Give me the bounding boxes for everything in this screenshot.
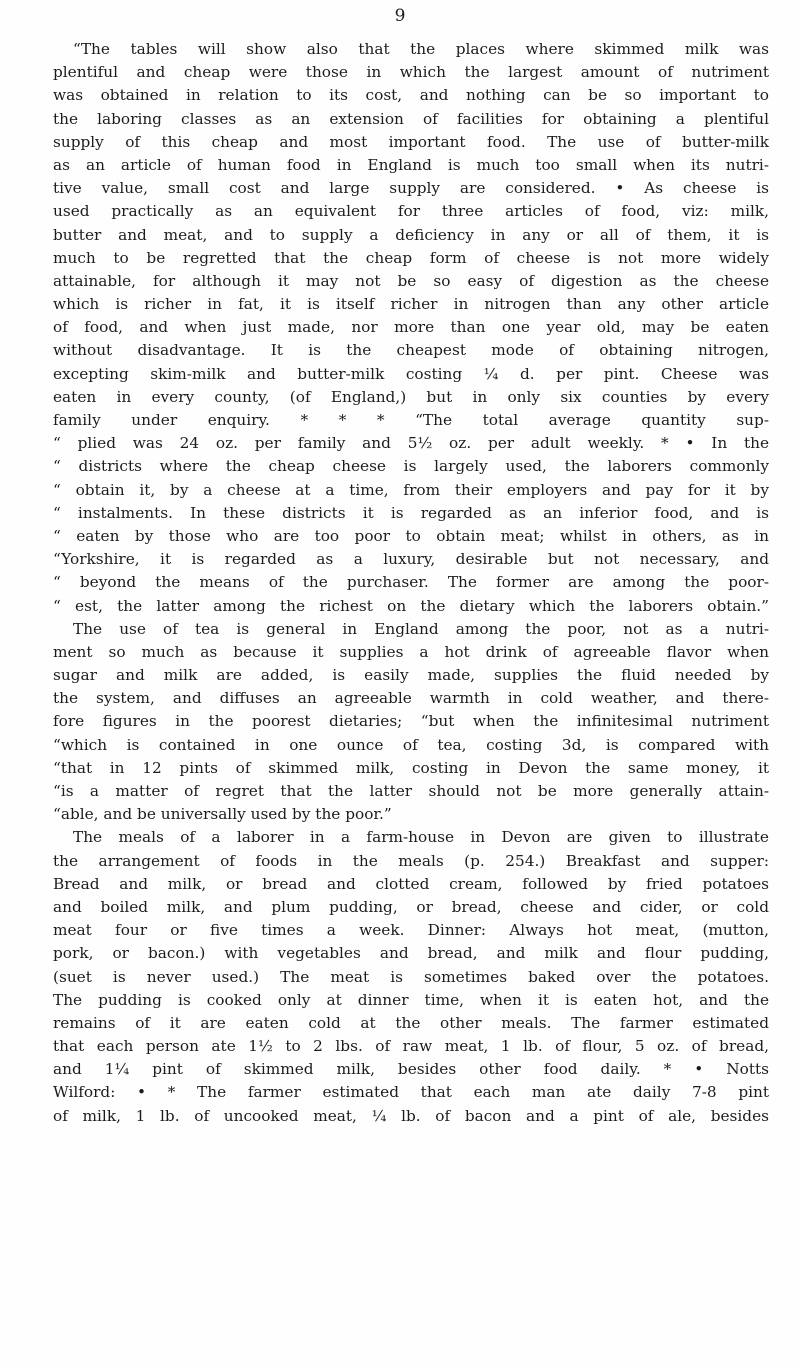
text-line: much to be regretted that the cheap form of cheese is not more widely bbox=[53, 248, 769, 267]
text-line: used practically as an equivalent for three articles of food, viz: milk, bbox=[53, 202, 769, 221]
text-line: “ obtain it, by a cheese at a time, from their employers and pay for it by bbox=[53, 480, 769, 499]
text-line: “is a matter of regret that the latter should not be more generally attain- bbox=[53, 782, 769, 800]
text-line: eaten in every county, (of England,) but in only six counties by every bbox=[53, 387, 769, 406]
text-line: of milk, 1 lb. of uncooked meat, ¼ lb. of bacon and a pint of ale, besides bbox=[53, 1106, 769, 1125]
text-line: family under enquiry. * * * “The total average quantity sup- bbox=[53, 411, 769, 429]
text-line: the laboring classes as an extension of facilities for obtaining a plentiful bbox=[53, 109, 769, 128]
text-line: and boiled milk, and plum pudding, or bread, cheese and cider, or cold bbox=[53, 897, 769, 916]
text-line: was obtained in relation to its cost, and nothing can be so important to bbox=[53, 86, 769, 105]
text-line: which is richer in fat, it is itself richer in nitrogen than any other article bbox=[53, 295, 769, 314]
text-line: “which is contained in one ounce of tea, costing 3d, is compared with bbox=[53, 735, 769, 754]
text-line: supply of this cheap and most important food. The use of butter-milk bbox=[53, 132, 769, 151]
text-line: without disadvantage. It is the cheapest mode of obtaining nitrogen, bbox=[53, 341, 769, 360]
text-line: sugar and milk are added, is easily made, supplies the fluid needed by bbox=[53, 666, 769, 685]
text-line: The use of tea is general in England among the poor, not as a nutri- bbox=[73, 619, 769, 638]
text-line: meat four or five times a week. Dinner: Always hot meat, (mutton, bbox=[53, 921, 769, 940]
text-line: and 1¼ pint of skimmed milk, besides other food daily. * • Notts bbox=[53, 1060, 769, 1079]
text-line: the system, and diffuses an agreeable warmth in cold weather, and there- bbox=[53, 689, 769, 708]
text-line: “ est, the latter among the richest on the dietary which the laborers obtain.” bbox=[53, 596, 769, 615]
text-line: “ districts where the cheap cheese is largely used, the laborers commonly bbox=[53, 457, 769, 476]
text-line: the arrangement of foods in the meals (p. 254.) Breakfast and supper: bbox=[53, 851, 769, 870]
text-line: “The tables will show also that the places where skimmed milk was bbox=[73, 40, 769, 58]
text-line: Wilford: • * The farmer estimated that each man ate daily 7-8 pint bbox=[53, 1083, 769, 1102]
text-line: “able, and be universally used by the poor.” bbox=[53, 805, 392, 824]
text-line: tive value, small cost and large supply are considered. • As cheese is bbox=[53, 179, 769, 198]
text-line: fore figures in the poorest dietaries; “but when the infinitesimal nutriment bbox=[53, 712, 769, 731]
text-line: of food, and when just made, nor more than one year old, may be eaten bbox=[53, 318, 769, 337]
text-line: “that in 12 pints of skimmed milk, costing in Devon the same money, it bbox=[53, 758, 769, 777]
page-number: 9 bbox=[394, 6, 407, 26]
text-line: excepting skim-milk and butter-milk costing ¼ d. per pint. Cheese was bbox=[53, 364, 769, 383]
text-line: remains of it are eaten cold at the other meals. The farmer estimated bbox=[53, 1013, 769, 1032]
text-line: The meals of a laborer in a farm-house in Devon are given to illustrate bbox=[73, 828, 769, 847]
text-line: attainable, for although it may not be so easy of digestion as the cheese bbox=[53, 271, 769, 290]
text-line: “ instalments. In these districts it is regarded as an inferior food, and is bbox=[53, 503, 769, 522]
body-text bbox=[53, 38, 769, 1128]
text-line: plentiful and cheap were those in which the largest amount of nutriment bbox=[53, 63, 769, 82]
text-line: “ eaten by those who are too poor to obtain meat; whilst in others, as in bbox=[53, 526, 769, 545]
text-line: butter and meat, and to supply a deficiency in any or all of them, it is bbox=[53, 225, 769, 244]
text-line: Bread and milk, or bread and clotted cream, followed by fried potatoes bbox=[53, 874, 769, 893]
text-line: that each person ate 1½ to 2 lbs. of raw meat, 1 lb. of flour, 5 oz. of bread, bbox=[53, 1037, 769, 1056]
text-line: (suet is never used.) The meat is sometimes baked over the potatoes. bbox=[53, 967, 769, 986]
text-line: ment so much as because it supplies a hot drink of agreeable flavor when bbox=[53, 642, 769, 661]
text-line: “ beyond the means of the purchaser. The former are among the poor- bbox=[53, 573, 769, 592]
text-line: “ plied was 24 oz. per family and 5½ oz. per adult weekly. * • In the bbox=[53, 434, 769, 453]
text-line: “Yorkshire, it is regarded as a luxury, desirable but not necessary, and bbox=[53, 550, 769, 569]
text-line: as an article of human food in England is much too small when its nutri- bbox=[53, 155, 769, 174]
text-line: pork, or bacon.) with vegetables and bread, and milk and flour pudding, bbox=[53, 944, 769, 963]
text-line: The pudding is cooked only at dinner time, when it is eaten hot, and the bbox=[53, 990, 769, 1009]
